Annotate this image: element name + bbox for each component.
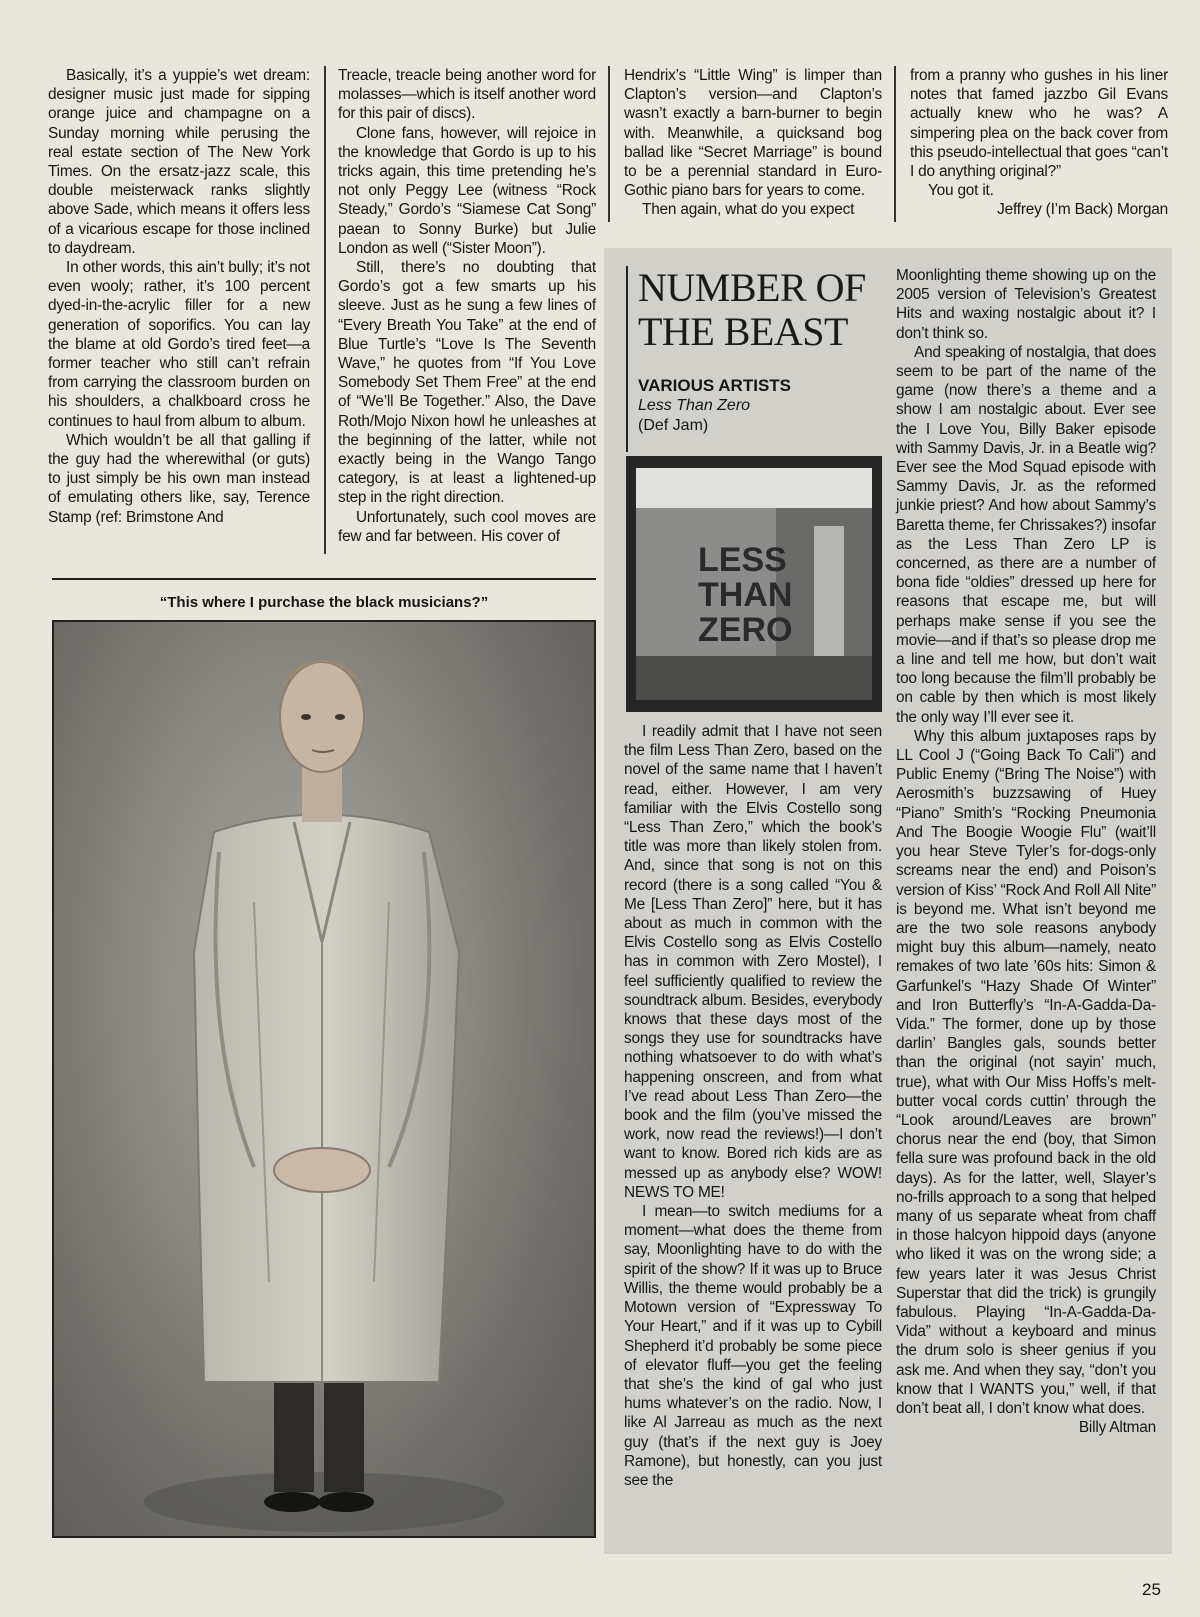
review-column-1 [624,722,882,1490]
paragraph: And speaking of nostalgia, that does seem to be part of the name of the game (now there’s a theme and a show I am nostalgic about. Ever see the I Love You, Billy Baker episode with Sammy Davis, Jr. in a Beatle wig? Ever see the Mod Squad episode with Sammy Davis, Jr. as the reformed junkie priest? And how about Sammy’s Baretta theme, fer Chrissakes?) insofar as the Less Than Zero LP is concerned, as there are a number of bona fide “oldies” dressed up here for reasons that escape me, but will perhaps make sense if you see the movie—and if that’s so please drop me a line and tell me how, but don’t wait too long because the film’ll probably be on cable by then which is most likely the only way I’ll ever see it. [896,343,1156,726]
paragraph: Still, there’s no doubting that Gordo’s got a few smarts up his sleeve. Just as he sung a few lines of “Every Breath You Take” at the end of Blue Turtle’s “Love Is The Seventh Wave,” he quotes from “If You Love Somebody Set Them Free” at the end of “We’ll Be Together.” Also, the Dave Roth/Mojo Nixon howl he unleashes at the beginning of the latter, while not exactly being in the Wango Tango category, is at least a lightened-up step in the right direction. [338,259,596,507]
paragraph: Then again, what do you expect [642,201,855,219]
paragraph: Which wouldn’t be all that galling if the guy had the wherewithal (or guts) to just simply be his own man instead of emulating others like, say, Terence Stamp (ref: Brimstone And [48,431,310,526]
paragraph: I readily admit that I have not seen the film Less Than Zero, based on the novel of the same name that I haven’t read, either. However, I am very familiar with the Elvis Costello song “Less Than Zero,” which the book’s title was more than likely stolen from. And, since that song is not on this record (there is a song called “You & Me [Less Than Zero]” here, but it has about as much in common with the Elvis Costello song as Elvis Costello has in common with Zero Mostel), I feel sufficiently qualified to review the soundtrack album. Besides, everybody knows that these days most of the songs they use for soundtracks have nothing whatsoever to do with what’s happening onscreen, and from what I’ve read about Less Than Zero—the book and the film (you’ve missed the work, now read the reviews!)—I don’t want to know. Bored rich kids are as messed up as anybody else? WOW! NEWS TO ME! [624,723,882,1201]
album-cover-illustration [626,456,882,712]
cover-word-2: THAN [698,576,793,614]
review-title-line-1: NUMBER OF [638,265,866,310]
paragraph: Treacle, treacle being another word for molasses—which is itself another word for this pair of discs). [338,67,596,123]
author-signature: Jeffrey (I’m Back) Morgan [997,201,1168,219]
photo-caption: “This where I purchase the black musicians?” [159,594,489,611]
article-column-2 [338,66,596,546]
review-artist: VARIOUS ARTISTS [638,376,792,395]
cover-word-1: LESS [698,541,787,579]
cover-word-3: ZERO [698,611,793,649]
paragraph: Moonlighting theme showing up on the 2005 version of Television’s Greatest Hits and waxing nostalgic about it? I don’t think so. [896,267,1156,342]
review-album: Less Than Zero [638,397,751,414]
review-signature: Billy Altman [1078,1419,1156,1437]
paragraph: from a pranny who gushes in his liner notes that famed jazzbo Gil Evans actually knew who he was? A simpering plea on the back cover from this pseudo-intellectual that goes “can’t I do anything original?” [910,67,1168,181]
review-label: (Def Jam) [638,417,709,434]
column-divider [608,66,610,222]
sting-photo [52,620,596,1538]
paragraph: In other words, this ain’t bully; it’s not even wooly; rather, it’s 100 percent dyed-in-the-acrylic filler for a new generation of soporifics. You can lay the blame at old Gordo’s tired feet—a former teacher who still can’t refrain from carrying the classroom burden on his shoulders, a chalkboard cross he continues to haul from album to album. [48,259,310,430]
paragraph: You got it. [928,182,994,200]
review-title-line-2: THE BEAST [638,309,848,354]
column-divider [324,66,326,554]
paragraph: Why this album juxtaposes raps by LL Cool J (“Going Back To Cali”) and Public Enemy (“Bring The Noise”) with Aerosmith’s buzzsawing of Huey “Piano” Smith’s “Rocking Pneumonia And The Boogie Woogie Flu” (wait’ll you hear Steve Tyler’s for-dogs-only screams near the end) and Poison’s version of Kiss’ “Rock And Roll All Nite” is beyond me. What isn’t beyond me are the two sole reasons anybody might buy this album—namely, neato remakes of two late ’60s hits: Simon & Garfunkel’s “Hazy Shade Of Winter” and Iron Butterfly’s “In-A-Gadda-Da-Vida.” The former, done up by those darlin’ Bangles gals, sounds better than the original (not sayin’ much, true), what with Our Miss Hoffs’s melt-butter vocal cords cuttin’ through the “Look around/Leaves are brown” chorus near the end (boy, that Simon fella sure was profound back in the old days). As for the latter, well, Slayer’s no-frills approach to a song that helped many of us separate wheat from chaff in those halcyon hippoid days (anyone who liked it was on the wrong side; a few years later it was Jesus Christ Superstar that did the trick) is grungily fabulous. Playing “In-A-Gadda-Da-Vida” without a keyboard and minus the drum solo is sheer genius if you ask me. And when they say, “don’t you know that I WANTS you,” well, if that don’t beat all, I don’t know what does. [896,727,1156,1417]
caption-rule [52,578,596,580]
paragraph: Basically, it’s a yuppie’s wet dream: designer music just made for sipping orange juice and champagne on a Sunday morning while perusing the real estate section of The New York Times. On the ersatz-jazz scale, this double meisterwack ranks slightly above Sade, which means it offers less of a vicarious escape for those inclined to daydream. [48,67,310,257]
review-column-2 [896,266,1156,1437]
paragraph: Unfortunately, such cool moves are few and far between. His cover of [338,508,596,545]
article-column-4 [910,66,1168,220]
album-cover [626,456,882,712]
paragraph: Hendrix’s “Little Wing” is limper than Clapton’s version—and Clapton’s wasn’t exactly a barn-burner to begin with. Meanwhile, a quicksand bog ballad like “Secret Marriage” is bound to be a perennial standard in Euro-Gothic piano bars for years to come. [624,67,882,200]
page-number: 25 [1142,1580,1161,1599]
column-divider [894,66,896,222]
article-column-1 [48,66,310,527]
paragraph: I mean—to switch mediums for a moment—what does the theme from say, Moonlighting have to do with the spirit of the show? If it was up to Bruce Willis, the theme would probably be a Motown version of “Expressway To Your Heart,” and if it was up to Cybill Shepherd it’d probably be some piece of elevator fluff—you get the feeling that she’s the kind of gal who just hums whatever’s on the radio. Now, I like Al Jarreau as much as the next guy (that’s if the next guy is Joey Ramone), but honestly, can you just see the [624,1203,882,1489]
article-column-3 [624,66,882,220]
review-header [626,266,876,452]
photo-illustration [54,622,594,1536]
paragraph: Clone fans, however, will rejoice in the knowledge that Gordo is up to his tricks again, this time pretending he’s not only Peggy Lee (witness “Rock Steady,” Gordo’s “Siamese Cat Song” paean to Sonny Burke) but Julie London as well (“Sister Moon”). [338,124,596,257]
